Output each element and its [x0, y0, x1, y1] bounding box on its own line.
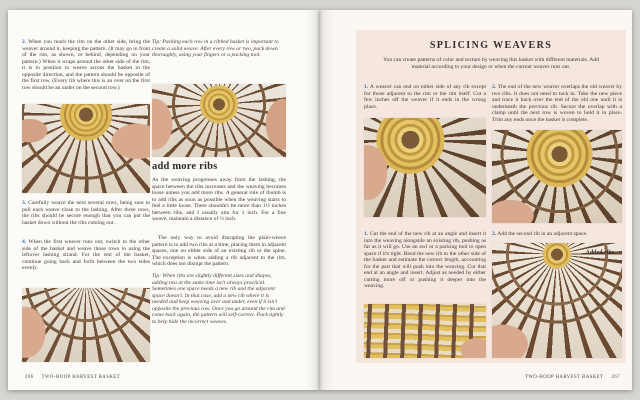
photo-weaver-end-closeup	[364, 118, 486, 217]
panel-title: SPLICING WEAVERS	[429, 40, 553, 51]
photo-basket-frame-ribs	[22, 288, 150, 362]
splicing-step-1-text: A weaver can end on either side of any rib except for those adjacent to the rim or the rim itself. Cut a few inches off the weaver if it ends in the wrong place.	[364, 84, 486, 110]
splicing-step-2-text: The end of the new weaver overlaps the old weaver by two ribs. It does not need to tuck in. Take the new piece and trace it back over the end of the old one until it is underneath the previous rib. Secure the overlap with a clamp until the next row is woven to hold it in place. Trim any ends once the basket is complete.	[492, 84, 622, 123]
step-3-text: Carefully weave the next several rows, being sure to pull each weave close to the lashing. After three rows, the ribs should be secure enough that you can put the basket down without the ribs coming out.	[22, 200, 150, 226]
add-rib-step-2-text: Add the second rib in an adjacent space.	[497, 231, 588, 237]
splicing-step-2-paragraph	[492, 84, 622, 123]
step-2-number: 2.	[22, 39, 27, 45]
panel-subtitle: You can create patterns of color and texture by weaving this basket with different materials. Add material according to your design or when the current weaver runs out.	[383, 57, 599, 70]
step-2-paragraph	[22, 39, 150, 91]
step-4-paragraph	[22, 239, 150, 272]
add-ribs-paragraph-1: As the weaving progresses away from the lashing, the space between the ribs increases and the weaving becomes loose unless you add more ribs. A general rule of thumb is to add ribs as soon as possible when the weaving starts to feel a little loose. There shouldn't be more than 1½ inches between ribs, and I usually aim for 1 inch. For a fine weave, maintain a distance of ½ inch.	[152, 177, 286, 222]
splicing-step-1-number: 1.	[364, 84, 369, 90]
step-3-number: 3.	[22, 200, 27, 206]
step-4-number: 4.	[22, 239, 27, 245]
add-rib-step-2-paragraph	[492, 231, 622, 238]
splicing-step-2-number: 2.	[492, 84, 497, 90]
step-4-text: When the first weaver runs out, switch to the other side of the basket and weave those rows in using the leftover lashing strand. For the rest of the basket, continue going back and forth between the two sides evenly.	[22, 239, 150, 271]
tip-different-sizes: Tip: When ribs are slightly different sizes and shapes, adding two at the same time isn't always practical. Sometimes one space needs a new rib and the adjacent space doesn't. In that case, add a new rib where it is needed and keep weaving over and under, even if it isn't opposite the previous row. Once you go around the rim and come back again, the pattern will self-correct. Pack tightly to help hide the incorrect weaves.	[152, 273, 285, 325]
photo-basket-with-added-ribs	[492, 243, 622, 358]
step-3-paragraph	[22, 200, 150, 226]
left-page-footer	[25, 375, 120, 380]
step-2-text: When you reach the rim on the other side, bring the weaver around it, keeping the pattern. (It may go in front of the rim, as shown, or behind, depending on your pattern.) When it wraps around the other side of the rim, it is in position to weave across the basket in the opposite direction, and the pattern should be opposite of the first row. (Every rib where this is an over on the first row should be an under on the second row.)	[22, 39, 150, 91]
add-rib-step-2-number: 2.	[492, 231, 497, 237]
tip-packing: Tip: Packing each row in a ribbed basket is important to create a solid weave. After every row or two, pack down thoroughly, using your fingers or a packing tool.	[152, 39, 279, 58]
section-heading-add-more-ribs: add more ribs	[152, 161, 218, 172]
photo-weaving-over-rim	[22, 104, 150, 193]
add-rib-step-1-text: Cut the end of the new rib at an angle and insert it into the weaving alongside an existing rib, pushing as far as it will go. Use an awl or a packing tool to open space if it's tight. Bend the new rib to the other side of the basket and estimate the correct length, accounting for the part that will push into the weaving. Cut that end at an angle and insert. Adjust as needed by either cutting more off or pushing it deeper into the weaving.	[364, 231, 486, 289]
right-page-number: 267	[611, 375, 620, 380]
photo-rib-insertion-closeup	[364, 304, 486, 358]
add-ribs-paragraph-2: The only way to avoid disrupting the plain-weave pattern is to add two ribs at a time, placing them in adjacent spaces, one on either side of an existing rib or the spine. The exception is when adding a rib adjacent to the rim, which does not disrupt the pattern.	[152, 235, 286, 267]
right-running-title: TWO-HOOP HARVEST BASKET	[524, 375, 604, 380]
photo-packing-rows	[152, 84, 286, 157]
splicing-step-1-paragraph	[364, 84, 486, 110]
add-rib-step-1-number: 1.	[364, 231, 369, 237]
add-rib-step-1-paragraph	[364, 231, 486, 290]
added-ribs-label: Added ribs	[585, 250, 614, 256]
photo-overlap-new-weaver	[492, 130, 622, 223]
left-running-title: TWO-HOOP HARVEST BASKET	[41, 375, 121, 380]
right-page-footer	[440, 375, 620, 380]
left-page-number: 266	[25, 375, 34, 380]
